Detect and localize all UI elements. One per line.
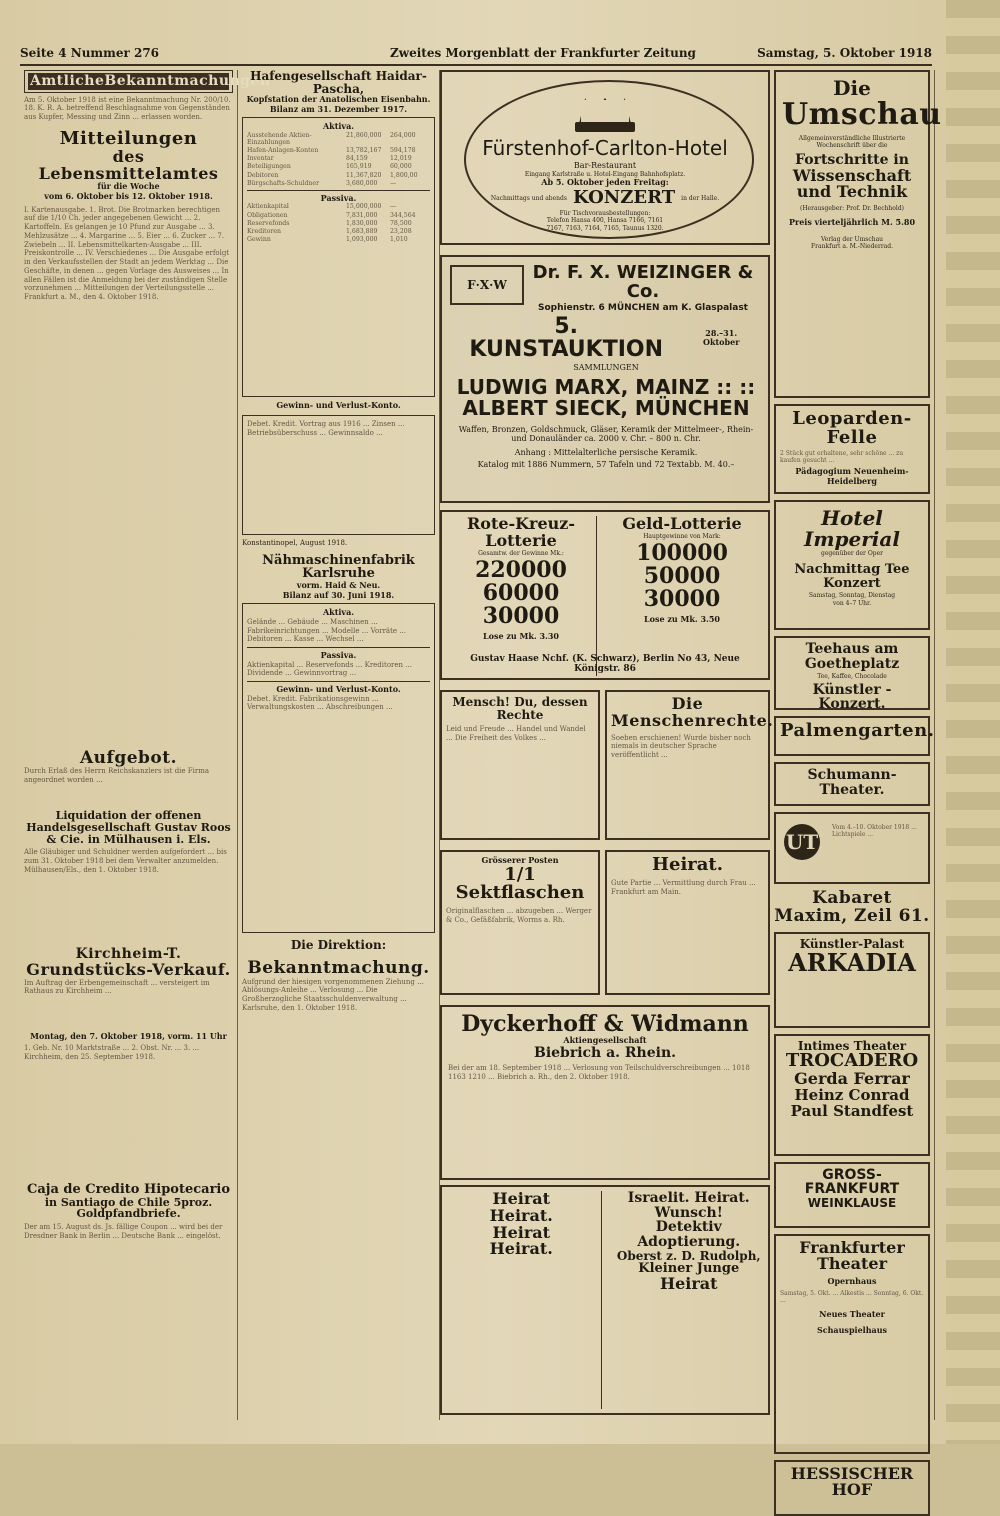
crown-icon — [569, 90, 641, 132]
leoparden-title: Leoparden-Felle — [792, 408, 912, 448]
gewinn-box: Debet. Kredit. Vortrag aus 1916 ... Zinsen ... Betriebsüberschuss ... Gewinnsaldo ... — [242, 415, 435, 535]
caja-text: Der am 15. August ds. Js. fällige Coupon ... wird bei der Dresdner Bank in Berlin ... Deutsche Bank ... eingelöst. — [24, 1222, 223, 1240]
imperial-samstag: Samstag, Sonntag, Dienstag — [808, 592, 896, 600]
vorm: vorm. Haid & Neu. — [296, 580, 381, 590]
detektiv-title: Detektiv — [655, 1219, 722, 1236]
dyckerhoff-loc: Biebrich a. Rhein. — [533, 1044, 677, 1061]
imperial-title: Hotel Imperial — [804, 506, 900, 551]
lebensmittel-title: des Lebensmittelamtes — [38, 146, 219, 183]
naeh-passiva: Passiva. — [320, 650, 357, 661]
trocadero-ad — [774, 1034, 930, 1156]
teehaus-title: Teehaus am Goetheplatz — [804, 641, 900, 672]
albert: ALBERT SIECK, MÜNCHEN — [462, 395, 750, 420]
schumann-ad — [774, 762, 930, 806]
bilanz2: Bilanz auf 30. Juni 1918. — [282, 589, 395, 600]
frankfurter-theater: Frankfurter Theater — [799, 1237, 905, 1274]
palmengarten-title: Palmengarten. — [780, 720, 935, 741]
sammlungen: SAMMLUNGEN — [573, 363, 639, 373]
teehaus-tee: Tee, Kaffee, Chocolade — [817, 673, 887, 681]
theater-ad: Frankfurter Theater Opernhaus Samstag, 5. Okt. ... Alkestis ... Sonntag, 6. Okt. ... Neues Theater Schauspielhaus — [774, 1234, 930, 1454]
lottery-right-v3: 30000 — [643, 586, 721, 613]
dr-title — [526, 264, 760, 313]
aktiva-table: Ausstehende Aktien-Einzahlungen 21,860,000 264,000 Hafen-Anlagen-Konten 13,782,167 594,178 Inventar 84,159 12,019 Beteiligungen 165,919 60,000 Debitoren 11,367,820 1,800,00 Bürgschafts-Schuldner 3,680,000 — — [247, 131, 418, 187]
montag-label: Montag, den 7. Oktober 1918, vorm. 11 Uhr — [30, 1030, 227, 1041]
hotel-name: Fürstenhof-Carlton-Hotel — [482, 136, 728, 160]
lottery-left-v1: 220000 — [475, 556, 567, 583]
palmengarten-ad — [774, 716, 935, 756]
lottery-right-v1: 100000 — [636, 539, 728, 566]
gewinn-title: Gewinn- und Verlust-Konto. — [276, 400, 401, 411]
second-column — [238, 70, 440, 1420]
hotel-hall: in der Halle. — [681, 195, 720, 203]
hotel-day: Ab 5. Oktober jeden Freitag: — [541, 176, 669, 187]
lottery-right-sub: Hauptgewinne von Mark: — [643, 532, 721, 540]
dyckerhoff-sub: Aktiengesellschaft — [563, 1035, 647, 1046]
liquidation-text: Alle Gläubiger und Schuldner werden aufgefordert ... bis zum 31. Oktober 1918 bei dem Verwalter anzumelden. Mülhausen/Els., den 1. Oktober 1918. — [24, 848, 227, 874]
lebensmittel-text: I. Kartenausgabe. 1. Brot. Die Brotmarken berechtigen auf die 1/10 Ch. jeder angegebenen Gewicht ... 2. Kartoffeln. Es gelangen je 10 Pfund zur Ausgabe ... 3. Mehlzusätze ... 4. Margarine ... 5. Eier ... 6. Zucker ... 7. Zwiebeln ... II. Lebensmittelkarten-Ausgabe ... III. Preiskontrolle ... IV. Verschiedenes ... Die Ausgabe erfolgt in den Verkaufsstellen der Stadt an jedem Werktag ... Die Geschäfte, in denen ... gegen Vorlage des Ausweises ... In allen Fällen ist die Anmeldung bei der zuständigen Stelle vorzunehmen ... Mitteilungen der Verteilungsstelle ... Frankfurt a. M., den 4. Oktober 1918. — [24, 205, 230, 302]
heinz: Heinz Conrad — [794, 1085, 910, 1104]
paul: Paul Standfest — [790, 1101, 914, 1120]
hotel-concert: KONZERT — [572, 187, 676, 209]
ut-ad: UT Vom 4.–10. Oktober 1918 ... Lichtspiele ... — [774, 812, 930, 884]
aktiva-title: Aktiva. — [322, 121, 355, 132]
weizinger-logo: F·X·W — [450, 265, 524, 305]
heirat-title-3: Heirat. — [489, 1205, 553, 1225]
neues-theater: Neues Theater — [819, 1309, 885, 1320]
kirchheim-title: Kirchheim-T. — [75, 946, 182, 963]
dr-addr: Sophienstr. 6 MÜNCHEN am K. Glaspalast — [538, 302, 748, 313]
lottery-right-price: Lose zu Mk. 3.50 — [644, 614, 720, 625]
waffen: Waffen, Bronzen, Goldschmuck, Gläser, Keramik der Mittelmeer-, Rhein- und Donauländer ca. 2000 v. Chr. – 800 n. Chr. — [458, 424, 754, 444]
masthead-right: Samstag, 5. Oktober 1918 — [757, 46, 932, 60]
umschau-title: Umschau — [782, 97, 942, 132]
schumann-title: Schumann-Theater. — [807, 767, 897, 798]
teehaus-konzert: Künstler - Konzert. — [812, 681, 892, 713]
caja-sub: in Santiago de Chile 5proz. Goldpfandbriefe. — [44, 1195, 213, 1221]
grosserer: Grösserer Posten — [481, 855, 559, 865]
israel-heirat: Israelit. Heirat. — [627, 1190, 750, 1206]
wunsch-title: Wunsch! — [654, 1204, 723, 1221]
opernhaus: Opernhaus — [827, 1276, 877, 1287]
arkadia-title: ARKADIA — [788, 948, 916, 978]
arkadia-ad — [774, 932, 930, 1028]
heirat-title-6: Heirat — [659, 1273, 718, 1293]
gross-ad — [774, 1162, 930, 1228]
lottery-left-price: Lose zu Mk. 3.30 — [483, 631, 559, 642]
heirat-title-4: Heirat — [492, 1222, 551, 1242]
lottery-right-title: Geld-Lotterie — [622, 514, 742, 533]
teehaus-ad — [774, 636, 930, 713]
umschau-ad — [774, 70, 942, 398]
lottery-left-v3: 30000 — [482, 602, 560, 629]
aufgebot-text: Durch Erlaß des Herrn Reichskanzlers ist die Firma angeordnet worden ... — [24, 767, 210, 785]
kleiner-title: Kleiner Junge — [638, 1261, 740, 1277]
schauspielhaus: Schauspielhaus — [816, 1324, 888, 1335]
right-column — [770, 70, 942, 1500]
imperial-nach: Nachmittag Tee Konzert — [794, 562, 910, 591]
grund-detail: 1. Geb. Nr. 10 Marktstraße ... 2. Obst. Nr. ... 3. ... Kirchheim, den 25. September 1918. — [24, 1044, 200, 1061]
umschau-verlag: Verlag der Umschau — [820, 235, 884, 243]
hafen-title: Hafengesellschaft Haidar-Pascha, — [250, 69, 427, 96]
dyckerhoff-title: Dyckerhoff & Widmann — [461, 1011, 749, 1037]
paed-title: Pädagogium Neuenheim-Heidelberg — [795, 466, 909, 486]
personals-block — [440, 1185, 770, 1415]
masthead-left: Seite 4 Nummer 276 — [20, 46, 160, 60]
lottery-left-sub: Gesamtw. der Gewinne Mk.: — [478, 549, 564, 557]
imperial-gegen: gegenüber der Oper — [820, 550, 884, 557]
lottery-left-title: Rote-Kreuz-Lotterie — [466, 514, 576, 550]
umschau-frankfurt: Frankfurt a. M.-Niederrad. — [810, 243, 894, 251]
leoparden-ad: Leoparden-Felle 2 Stück gut erhaltene, sehr schöne ... zu kaufen gesucht ... Pädagogium Neuenheim-Heidelberg — [774, 404, 930, 494]
umschau-preis: Preis vierteljährlich M. 5.80 — [788, 217, 916, 228]
anhang: Anhang : Mittelalterliche persische Keramik. — [514, 447, 698, 457]
liquidation-title: Liquidation der offenen Handelsgesellschaft Gustav Roos & Cie. in Mülhausen i. Els. — [26, 809, 231, 846]
umschau-allg: Allgemeinverständliche Illustrierte Wochenschrift über die — [798, 134, 906, 149]
gerda: Gerda Ferrar — [794, 1069, 910, 1089]
passiva-table: Aktienkapital 15,000,000 — Obligationen 7,831,000 344,564 Reservefonds 1,830,000 78,500 Kreditoren 1,683,889 23,208 Gewinn 1,093,000 1,010 — [247, 203, 416, 243]
notice-text: Am 5. Oktober 1918 ist eine Bekanntmachung Nr. 200/10. 18. K. R. A. betreffend Beschlagnahme von Gegenständen aus Kupfer, Messing und Zinn ... erlassen worden. — [24, 95, 231, 122]
sektfl: 1/1 Sektflaschen — [455, 863, 585, 904]
hotel-ad — [440, 70, 770, 245]
middle-ads — [440, 70, 774, 1420]
hotel-phone: Telefon Hansa 400, Hansa 7166, 7161 — [546, 217, 664, 225]
dr-name: Dr. F. X. WEIZINGER & Co. — [532, 262, 754, 302]
week-label: für die Woche — [97, 181, 160, 192]
naeh-gewinn: Gewinn- und Verlust-Konto. — [276, 684, 401, 695]
kunst-title: 5. KUNSTAUKTION — [469, 314, 664, 363]
hotel-note: Für Tischvorausbestellungen: — [559, 210, 651, 218]
heirat-title-2: Heirat — [492, 1189, 551, 1208]
naehmasch: Nähmaschinenfabrik Karlsruhe — [262, 552, 415, 582]
umschau-wiss: Wissenschaft und Technik — [792, 165, 912, 202]
dyckerhoff-ad: Dyckerhoff & Widmann Aktiengesellschaft Biebrich a. Rhein. Bei der am 18. September 1918 ... Verlosung von Teilschuldverschreibungen ... 1018 1163 1210 ... Biebrich a. Rh., den 2. Oktober 1918. — [440, 1005, 770, 1180]
hessischer: HESSISCHER HOF — [790, 1463, 914, 1500]
arkadia-palast: Künstler-Palast — [799, 936, 905, 951]
weinklause: WEINKLAUSE — [807, 1196, 897, 1211]
gross-title: GROSS-FRANKFURT — [804, 1166, 900, 1198]
lottery-right-v2: 50000 — [643, 563, 721, 590]
mitteilungen-title: Mitteilungen — [59, 127, 198, 149]
naeh-aktiva: Aktiva. — [322, 607, 355, 618]
left-column — [20, 70, 271, 1420]
imperial-uhrzeit: von 4–7 Uhr. — [832, 599, 872, 607]
adopt-title: Adoptierung. — [637, 1234, 741, 1251]
aktiva-box — [242, 117, 435, 397]
auction-ad — [440, 255, 770, 503]
lottery-brand: Gustav Haase Nchf. (K. Schwarz), Berlin No 43, Neue Königstr. 86 — [470, 654, 740, 674]
bekannt: Bekanntmachung. — [247, 957, 430, 978]
grund-title: Grundstücks-Verkauf. — [26, 959, 231, 979]
hotel-time: Nachmittags und abends — [490, 195, 567, 203]
trocadero: TROCADERO — [785, 1050, 919, 1072]
umschau-die: Die — [833, 76, 871, 100]
ludwig: LUDWIG MARX, MAINZ :: :: — [456, 374, 756, 399]
direktion: Die Direktion: — [290, 938, 387, 953]
hotel-phone2: 7167, 7163, 7164, 7165, Taunus 1320. — [546, 224, 664, 232]
binding-edge — [946, 0, 1000, 1444]
lottery-left-v2: 60000 — [482, 579, 560, 606]
masthead — [20, 44, 932, 66]
bilanz-title: Bilanz am 31. Dezember 1917. — [269, 103, 408, 114]
kopf-title: Kopfstation der Anatolischen Eisenbahn. — [246, 94, 431, 105]
hessischer-ad — [774, 1460, 930, 1516]
heirat-ad-1: Heirat. Gute Partie ... Vermittlung durch Frau ... Frankfurt am Main. — [605, 850, 770, 995]
katalog: Katalog mit 1886 Nummern, 57 Tafeln und 72 Textabb. M. 40.– — [477, 459, 735, 469]
imperial-ad — [774, 500, 930, 630]
kabaret-title: Kabaret Maxim, Zeil 61. — [774, 888, 930, 926]
heirat-title-1: Heirat. — [651, 854, 724, 875]
masthead-center: Zweites Morgenblatt der Frankfurter Zeitung — [390, 46, 696, 60]
hotel-entry: Eingang Karlstraße u. Hotel-Eingang Bahnhofsplatz. — [524, 170, 686, 178]
mensch-title: Mensch! Du, dessen Rechte — [452, 695, 588, 722]
kunst-date: 28.–31. Oktober — [702, 327, 740, 348]
bekannt-text: Aufgrund der hiesigen vorgenommenen Ziehung ... Ablösungs-Anleihe ... Verlosung ... Die Großherzogliche Staatsschuldenverwaltung ... Karlsruhe, den 1. Oktober 1918. — [242, 977, 424, 1012]
hotel-sub: Bar-Restaurant — [573, 161, 637, 170]
ut-logo: UT — [784, 824, 820, 860]
menschenrechte-title: Die Menschenrechte. — [611, 694, 774, 730]
grund-text: Im Auftrag der Erbengemeinschaft ... versteigert im Rathaus zu Kirchheim ... — [24, 978, 210, 996]
konst: Konstantinopel, August 1918. — [242, 538, 348, 547]
naeh-box: Aktiva. Gelände ... Gebäude ... Maschinen ... Fabrikeinrichtungen ... Modelle ... Vorräte ... Debitoren ... Kasse ... Wechsel ... Passiva. Aktienkapital ... Reservefonds ... Kreditoren ... Dividende ... Gewinnvortrag ... Gewinn- und Verlust-Konto. Debet. Kredit. Fabrikationsgewinn ... Verwaltungskosten ... Abschreibungen ... — [242, 603, 435, 933]
umschau-herausgeber: (Herausgeber: Prof. Dr. Bechhold) — [799, 205, 905, 213]
aufgebot-title: Aufgebot. — [79, 747, 178, 768]
dates-label: vom 6. Oktober bis 12. Oktober 1918. — [44, 191, 213, 202]
amtliche-box — [24, 70, 271, 93]
amtliche-heading: AmtlicheBekanntmachungen — [30, 73, 271, 89]
intimes: Intimes Theater — [797, 1038, 907, 1053]
oberst-title: Oberst z. D. Rudolph, — [616, 1248, 761, 1263]
lottery-ad — [440, 510, 770, 680]
heirat-title-5: Heirat. — [489, 1239, 553, 1259]
sekt-ad: Grösserer Posten 1/1 Sektflaschen Originalflaschen ... abzugeben ... Werger & Co., Gefäßfabrik, Worms a. Rh. — [440, 850, 600, 995]
mensch-ad: Mensch! Du, dessen Rechte Leid und Freude ... Handel und Wandel ... Die Freiheit des Volkes ... — [440, 690, 600, 840]
caja-title: Caja de Credito Hipotecario — [26, 1182, 231, 1198]
passiva-title: Passiva. — [320, 192, 357, 203]
menschenrechte-ad: Die Menschenrechte. Soeben erschienen! Wurde bisher noch niemals in deutscher Sprache veröffentlicht ... — [605, 690, 770, 840]
umschau-forts: Fortschritte in — [795, 151, 909, 168]
